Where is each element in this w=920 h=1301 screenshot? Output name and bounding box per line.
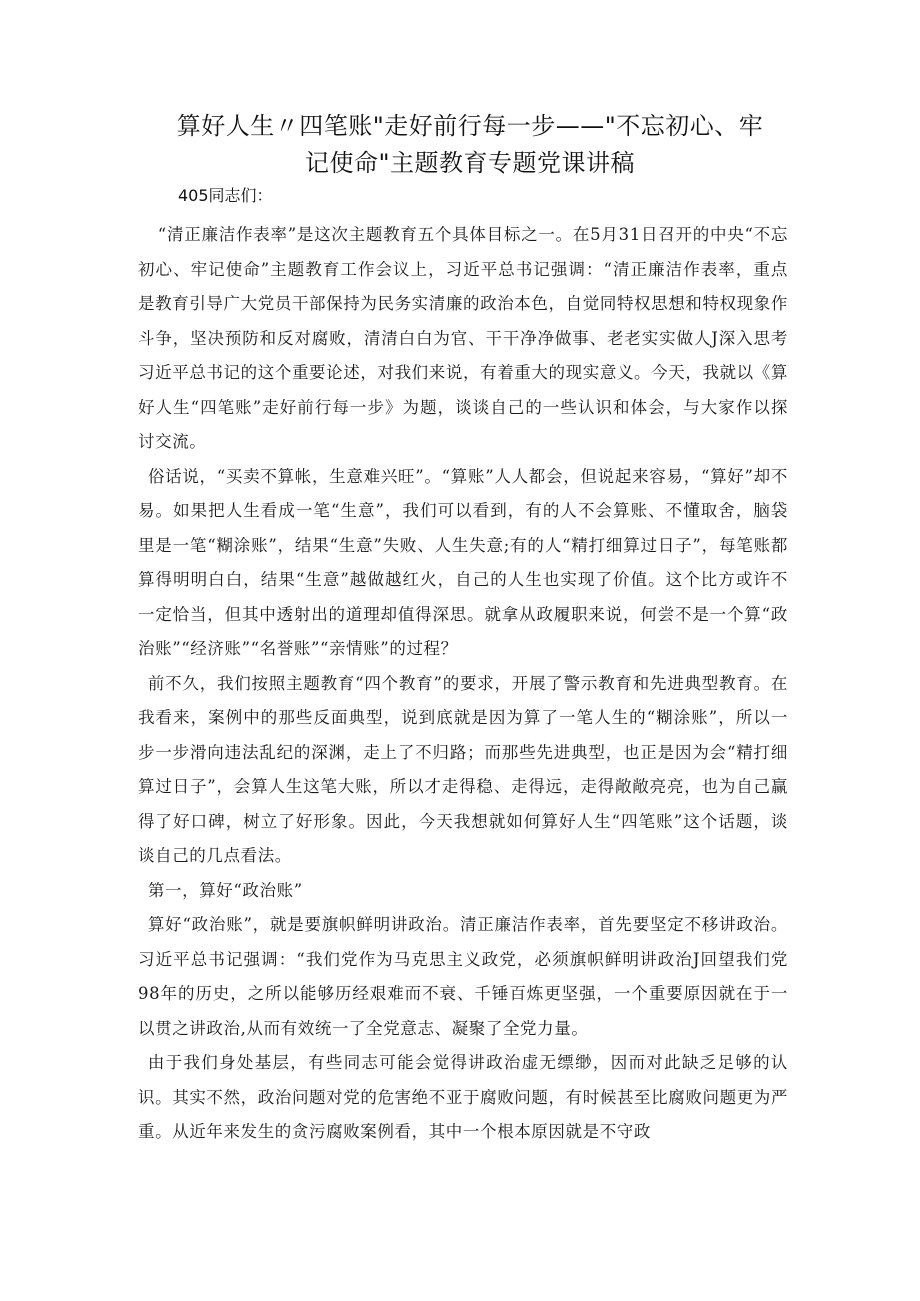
paragraph-grassroots: 由于我们身处基层，有些同志可能会觉得讲政治虚无缥缈，因而对此缺乏足够的认识。其实不然，政治问题对党的危害绝不亚于腐败问题，有时候甚至比腐败问题更为严重。从近年来发生的贪污腐败案例看，其中一个根本原因就是不守政 [138,1053,788,1141]
paragraph-proverb: 俗话说，“买卖不算帐，生意难兴旺”。“算账”人人都会，但说起来容易，“算好”却不易。如果把人生看成一笔“生意”，我们可以看到，有的人不会算账、不懂取舍，脑袋里是一笔“糊涂账”，结果“生意”失败、人生失意;有的人“精打细算过日子”，每笔账都算得明明白白，结果“生意”越做越红火，自己的人生也实现了价值。这个比方或许不一定恰当，但其中透射出的道理却值得深思。就拿从政履职来说，何尝不是一个算“政治账”“经济账”“名誉账”“亲情账”的过程？ [138,466,788,658]
paragraph-intro: “清正廉洁作表率”是这次主题教育五个具体目标之一。在5月31日召开的中央“不忘初心、牢记使命”主题教育工作会议上，习近平总书记强调：“清正廉洁作表率，重点是教育引导广大党员干部保持为民务实清廉的政治本色，自觉同特权思想和特权现象作斗争，坚决预防和反对腐败，清清白白为官、干干净净做事、老老实实做人J深入思考习近平总书记的这个重要论述，对我们来说，有着重大的现实意义。今天，我就以《算好人生“四笔账”走好前行每一步》为题，谈谈自己的一些认识和体会，与大家作以探讨交流。 [138,225,788,451]
body-text [138,218,788,1150]
paragraph-warning-education: 前不久，我们按照主题教育“四个教育”的要求，开展了警示教育和先进典型教育。在我看来，案例中的那些反面典型，说到底就是因为算了一笔人生的“糊涂账”，所以一步一步滑向违法乱纪的深渊，走上了不归路；而那些先进典型，也正是因为会“精打细算过日子”，会算人生这笔大账，所以才走得稳、走得远，走得敞敞亮亮，也为自己赢得了好口碑，树立了好形象。因此，今天我想就如何算好人生“四笔账”这个话题，谈谈自己的几点看法。 [138,673,788,865]
salutation: 405同志们： [178,186,273,205]
title-line-2: 记使命"主题教育专题党课讲稿 [304,149,636,177]
paragraph-political-account: 算好“政治账”，就是要旗帜鲜明讲政治。清正廉洁作表率，首先要坚定不移讲政治。习近平总书记强调：“我们党作为马克思主义政党，必须旗帜鲜明讲政治J回望我们党98年的历史，之所以能够历经艰难而不衰、千锤百炼更坚强，一个重要原因就在于一以贯之讲政治,从而有效统一了全党意志、凝聚了全党力量。 [138,915,788,1038]
document-title [150,108,790,182]
title-line-1: 算好人生〃四笔账"走好前行每一步——"不忘初心、牢 [176,112,764,140]
section-heading-political-account: 第一，算好“政治账” [147,880,303,900]
